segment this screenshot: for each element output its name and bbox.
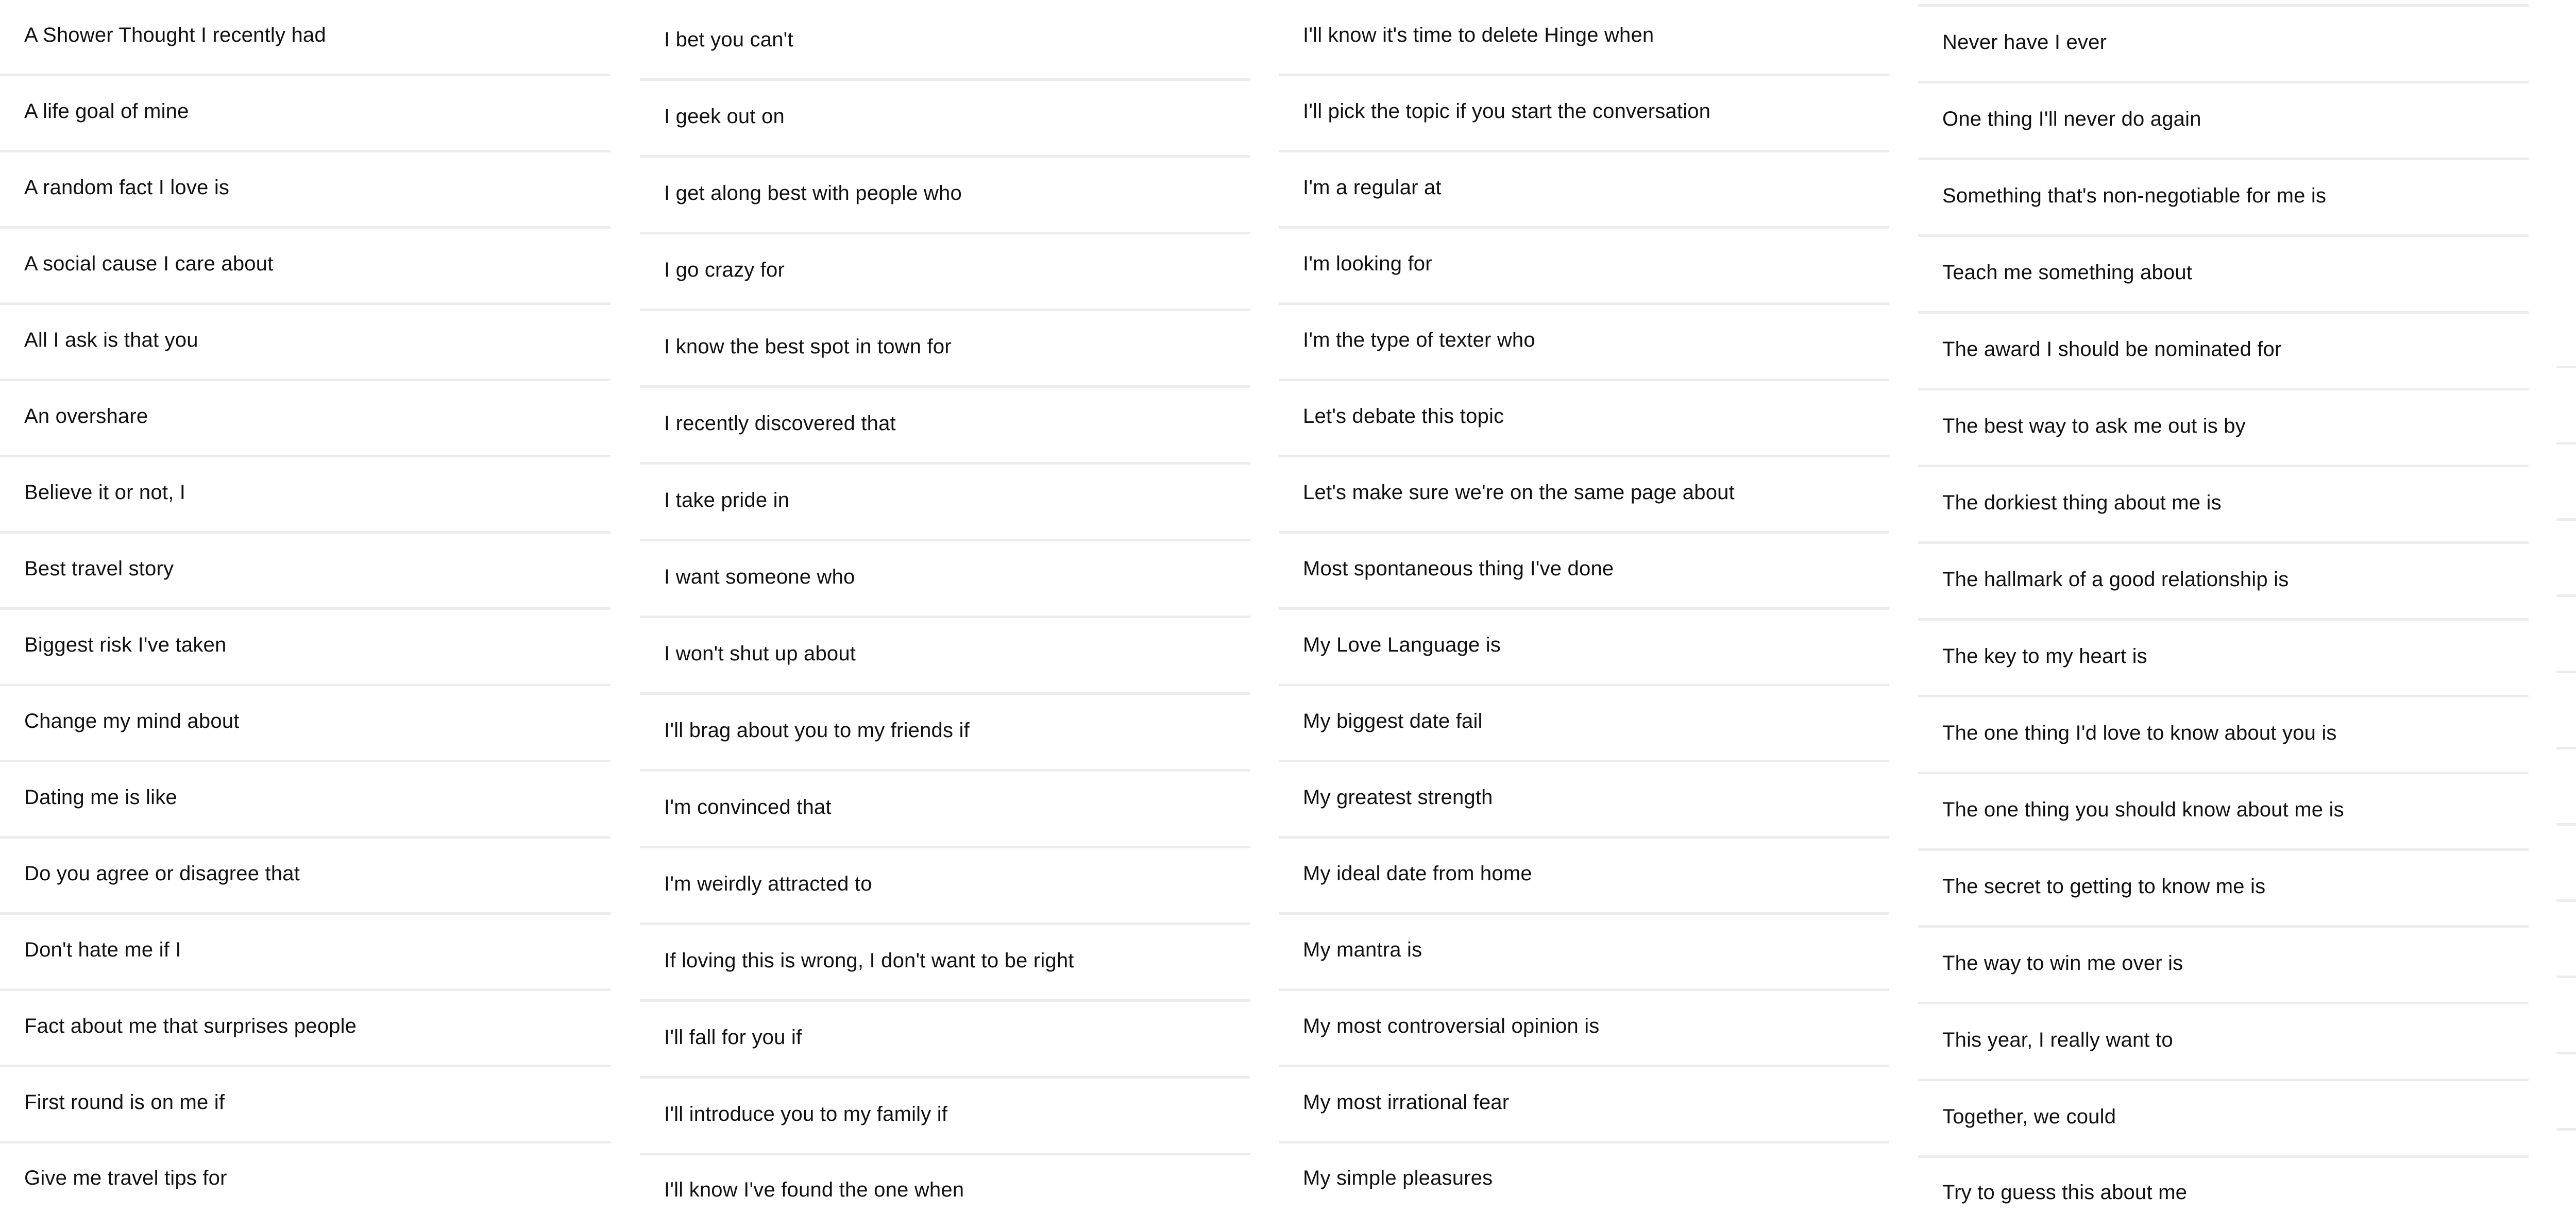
prompt-option[interactable]: Biggest risk I've taken bbox=[0, 610, 611, 686]
prompt-option[interactable]: Most spontaneous thing I've done bbox=[1279, 534, 1889, 610]
prompt-option[interactable]: Let's make sure we're on the same page about bbox=[1279, 457, 1889, 534]
prompt-option[interactable]: Change my mind about bbox=[0, 686, 611, 762]
prompt-option[interactable]: A social cause I care about bbox=[0, 229, 611, 305]
prompt-option[interactable]: My most irrational fear bbox=[1279, 1067, 1889, 1143]
prompt-option[interactable]: My simple pleasures bbox=[1303, 1166, 1493, 1189]
prompt-option[interactable]: First round is on me if bbox=[0, 1067, 611, 1143]
prompt-option[interactable]: I'll introduce you to my family if bbox=[640, 1079, 1250, 1155]
prompt-option[interactable]: My greatest strength bbox=[1279, 762, 1889, 839]
prompt-option[interactable]: I want someone who bbox=[640, 541, 1250, 618]
prompt-option[interactable]: I go crazy for bbox=[640, 234, 1250, 311]
prompt-option[interactable]: My biggest date fail bbox=[1279, 686, 1889, 762]
prompt-option[interactable]: I'll brag about you to my friends if bbox=[640, 695, 1250, 772]
prompt-option[interactable]: An overshare bbox=[0, 381, 611, 457]
prompt-option[interactable]: All I ask is that you bbox=[0, 305, 611, 381]
prompt-option[interactable]: This year, I really want to bbox=[1918, 1004, 2529, 1081]
prompt-option[interactable]: I know the best spot in town for bbox=[640, 311, 1250, 388]
prompt-option[interactable]: Best travel story bbox=[0, 534, 611, 610]
prompt-option[interactable]: I recently discovered that bbox=[640, 388, 1250, 465]
prompt-option[interactable] bbox=[2556, 445, 2576, 521]
prompt-option[interactable]: I geek out on bbox=[640, 81, 1250, 158]
prompt-option[interactable]: Fact about me that surprises people bbox=[0, 991, 611, 1067]
prompt-option[interactable] bbox=[2556, 1054, 2576, 1131]
prompt-option[interactable]: I'm convinced that bbox=[640, 772, 1250, 848]
prompt-option[interactable]: I bet you can't bbox=[640, 4, 1250, 81]
prompt-option[interactable]: The hallmark of a good relationship is bbox=[1918, 544, 2529, 621]
prompt-option[interactable]: If loving this is wrong, I don't want to be right bbox=[640, 925, 1250, 1002]
prompt-option[interactable] bbox=[2556, 826, 2576, 902]
prompt-option[interactable]: The one thing I'd love to know about you is bbox=[1918, 697, 2529, 774]
prompt-option[interactable]: Believe it or not, I bbox=[0, 457, 611, 534]
prompt-option[interactable]: A life goal of mine bbox=[0, 76, 611, 152]
prompt-option[interactable]: Do you agree or disagree that bbox=[0, 839, 611, 915]
prompt-option[interactable] bbox=[2556, 292, 2576, 368]
prompt-option[interactable]: Let's debate this topic bbox=[1279, 381, 1889, 457]
prompt-option[interactable]: Give me travel tips for bbox=[24, 1166, 227, 1189]
prompt-column-3 bbox=[1279, 0, 1889, 1216]
prompt-option[interactable] bbox=[2556, 368, 2576, 445]
prompt-option[interactable] bbox=[2556, 749, 2576, 826]
prompt-option[interactable]: My most controversial opinion is bbox=[1279, 991, 1889, 1067]
prompt-option[interactable]: I'm weirdly attracted to bbox=[640, 848, 1250, 925]
prompt-option[interactable]: My Love Language is bbox=[1279, 610, 1889, 686]
prompt-option[interactable]: I won't shut up about bbox=[640, 618, 1250, 695]
prompt-column-1 bbox=[0, 0, 611, 1216]
prompt-option[interactable]: The best way to ask me out is by bbox=[1918, 390, 2529, 467]
prompt-option[interactable]: The key to my heart is bbox=[1918, 621, 2529, 697]
prompt-option[interactable] bbox=[2556, 521, 2576, 597]
prompt-option[interactable]: I get along best with people who bbox=[640, 158, 1250, 234]
prompt-option[interactable]: I'll pick the topic if you start the conversation bbox=[1279, 76, 1889, 152]
prompt-option[interactable]: Try to guess this about me bbox=[1942, 1181, 2188, 1204]
prompt-option[interactable]: Together, we could bbox=[1918, 1081, 2529, 1158]
prompt-option[interactable]: I'm looking for bbox=[1279, 229, 1889, 305]
prompt-column-4 bbox=[1918, 4, 2529, 1230]
prompt-option[interactable]: The way to win me over is bbox=[1918, 928, 2529, 1004]
prompt-option[interactable]: A random fact I love is bbox=[0, 152, 611, 229]
prompt-column-5 bbox=[2556, 292, 2576, 1207]
prompt-option[interactable]: Dating me is like bbox=[0, 762, 611, 839]
prompt-option[interactable]: I'm the type of texter who bbox=[1279, 305, 1889, 381]
prompt-option[interactable]: Teach me something about bbox=[1918, 237, 2529, 314]
prompt-option[interactable] bbox=[2556, 597, 2576, 673]
prompt-option[interactable] bbox=[2556, 902, 2576, 978]
prompt-option[interactable]: I take pride in bbox=[640, 465, 1250, 541]
prompt-option[interactable]: The one thing you should know about me is bbox=[1918, 774, 2529, 851]
prompt-option[interactable]: Something that's non-negotiable for me is bbox=[1918, 160, 2529, 237]
prompt-option[interactable]: My mantra is bbox=[1279, 915, 1889, 991]
prompt-option[interactable]: The award I should be nominated for bbox=[1918, 314, 2529, 390]
prompt-option[interactable]: One thing I'll never do again bbox=[1918, 83, 2529, 160]
prompt-option[interactable]: My ideal date from home bbox=[1279, 839, 1889, 915]
prompt-option[interactable] bbox=[2556, 673, 2576, 749]
prompt-option[interactable] bbox=[2556, 1131, 2576, 1207]
prompt-option[interactable]: Don't hate me if I bbox=[0, 915, 611, 991]
prompt-option[interactable]: I'll know it's time to delete Hinge when bbox=[1279, 0, 1889, 76]
prompt-option[interactable]: I'm a regular at bbox=[1279, 152, 1889, 229]
prompt-option[interactable]: I'll fall for you if bbox=[640, 1002, 1250, 1079]
prompt-option[interactable] bbox=[2556, 978, 2576, 1054]
prompt-option[interactable]: Never have I ever bbox=[1918, 7, 2529, 83]
prompt-column-2 bbox=[640, 4, 1250, 1227]
prompt-option[interactable]: The secret to getting to know me is bbox=[1918, 851, 2529, 928]
prompt-option[interactable]: A Shower Thought I recently had bbox=[0, 0, 611, 76]
prompt-option[interactable]: I'll know I've found the one when bbox=[664, 1178, 964, 1201]
prompt-option[interactable]: The dorkiest thing about me is bbox=[1918, 467, 2529, 544]
